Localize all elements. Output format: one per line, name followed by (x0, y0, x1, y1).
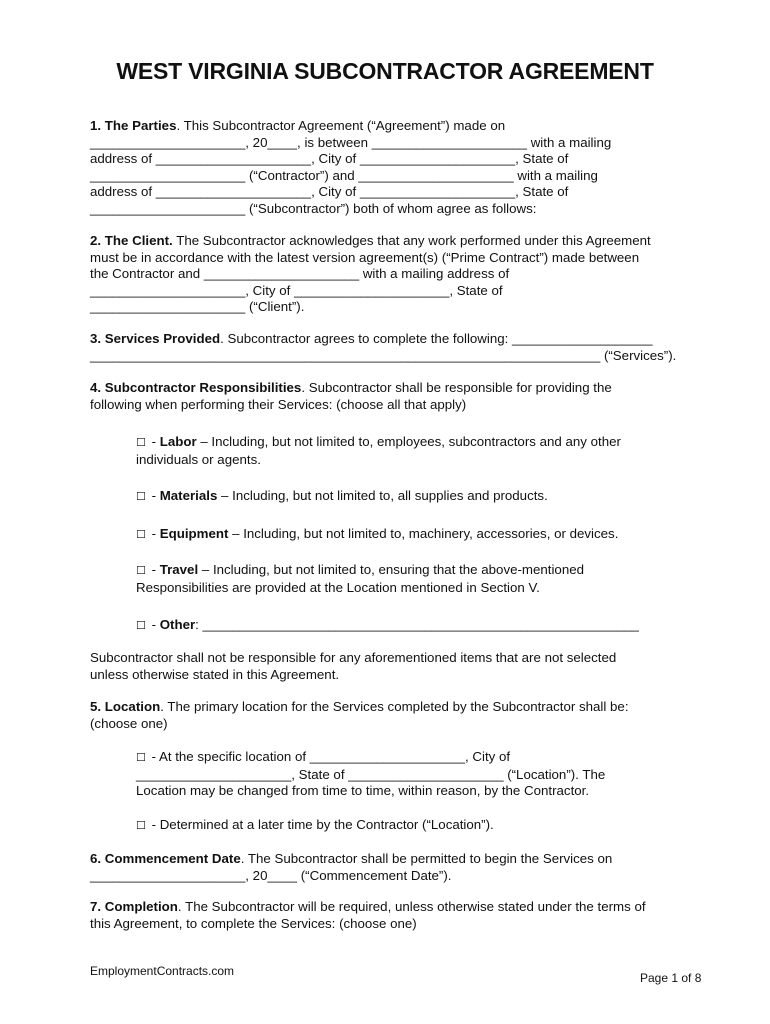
section-text: _____________________ (“Contractor”) and _____________________ with a mailing (90, 167, 598, 183)
section-services (90, 331, 680, 364)
option-label: Other (159, 617, 196, 632)
option-text: – Including, but not limited to, machinery, accessories, or devices. (228, 526, 619, 541)
checkbox-travel[interactable]: ☐ (136, 564, 146, 577)
section-location (90, 699, 680, 732)
section-text: must be in accordance with the latest version agreement(s) (“Prime Contract”) made between (90, 249, 640, 265)
option-dash: - (147, 562, 160, 577)
section-text: The Subcontractor acknowledges that any work performed under this Agreement (172, 233, 651, 248)
checkbox-labor[interactable]: ☐ (136, 436, 146, 449)
option-travel (136, 562, 681, 596)
option-text: Location may be changed from time to time, within reason, by the Contractor. (136, 783, 590, 798)
option-other (136, 617, 681, 635)
option-labor (136, 434, 681, 468)
checkbox-later-location[interactable]: ☐ (136, 819, 146, 832)
section-text: following when performing their Services: (choose all that apply) (90, 396, 467, 412)
section-text: . This Subcontractor Agreement (“Agreement”) made on (176, 118, 506, 133)
option-text: Responsibilities are provided at the Location mentioned in Section V. (136, 579, 540, 595)
section-text: . The Subcontractor shall be permitted to begin the Services on (240, 851, 613, 866)
section-text: . Subcontractor agrees to complete the following: ___________________ (220, 331, 653, 346)
option-text: – Including, but not limited to, ensuring that the above-mentioned (198, 562, 585, 577)
section-heading: 6. Commencement Date (90, 851, 241, 866)
section-text: _____________________________________________________________________ (“Services”). (90, 347, 677, 363)
option-later-location (136, 817, 681, 835)
option-label: Materials (159, 488, 218, 503)
option-specific-location (136, 749, 681, 800)
section-text: address of _____________________, City of _____________________, State of (90, 151, 569, 166)
section-text: address of _____________________, City of _____________________, State of (90, 184, 569, 199)
checkbox-specific-location[interactable]: ☐ (136, 751, 146, 764)
option-label: Travel (159, 562, 199, 577)
section-text: . Subcontractor shall be responsible for providing the (301, 380, 612, 395)
section-text: _____________________, 20____, is between _____________________ with a mailing (90, 134, 612, 150)
section-commencement (90, 851, 680, 884)
section-text: unless otherwise stated in this Agreement. (90, 666, 340, 682)
option-equipment (136, 526, 681, 544)
section-heading: 1. The Parties (90, 118, 177, 133)
section-heading: 5. Location (90, 699, 161, 714)
footer-page-number: Page 1 of 8 (640, 971, 702, 985)
option-text: – Including, but not limited to, employees, subcontractors and any other (196, 434, 621, 449)
option-dash: - (147, 488, 160, 503)
option-text: : ___________________________________________________________ (195, 617, 639, 632)
section-text: _____________________ (“Client”). (90, 299, 305, 314)
section-text: (choose one) (90, 715, 168, 731)
section-text: _____________________ (“Subcontractor”) both of whom agree as follows: (90, 200, 537, 216)
section-completion (90, 899, 680, 932)
page-title: WEST VIRGINIA SUBCONTRACTOR AGREEMENT (116, 58, 654, 84)
section-text: . The Subcontractor will be required, unless otherwise stated under the terms of (177, 899, 646, 914)
option-dash: - (147, 526, 160, 541)
checkbox-other[interactable]: ☐ (136, 619, 146, 632)
section-client (90, 233, 680, 316)
option-text: - At the specific location of _____________________, City of (147, 749, 511, 764)
option-text: – Including, but not limited to, all supplies and products. (217, 488, 548, 503)
section-text: this Agreement, to complete the Services: (choose one) (90, 915, 417, 931)
option-materials (136, 488, 681, 506)
section-text: the Contractor and _____________________ with a mailing address of (90, 266, 510, 281)
option-label: Labor (159, 434, 197, 449)
section-heading: 4. Subcontractor Responsibilities (90, 380, 302, 395)
section-responsibilities (90, 380, 680, 413)
checkbox-equipment[interactable]: ☐ (136, 528, 146, 541)
option-dash: - (147, 617, 160, 632)
footer-site-name: EmploymentContracts.com (90, 964, 235, 978)
section-heading: 2. The Client. (90, 233, 173, 248)
option-text: - Determined at a later time by the Contractor (“Location”). (147, 817, 494, 832)
section-text: _____________________, 20____ (“Commencement Date”). (90, 867, 452, 883)
section-text: Subcontractor shall not be responsible for any aforementioned items that are not selected (90, 650, 617, 665)
section-text: . The primary location for the Services completed by the Subcontractor shall be: (160, 699, 629, 714)
checkbox-materials[interactable]: ☐ (136, 490, 146, 503)
section-parties (90, 118, 680, 217)
section-heading: 7. Completion (90, 899, 178, 914)
section-text: _____________________, City of _____________________, State of (90, 282, 503, 298)
option-dash: - (147, 434, 160, 449)
section-heading: 3. Services Provided (90, 331, 221, 346)
option-text: individuals or agents. (136, 451, 261, 467)
option-label: Equipment (159, 526, 229, 541)
option-text: _____________________, State of _____________________ (“Location”). The (136, 766, 606, 782)
responsibilities-note (90, 650, 680, 683)
